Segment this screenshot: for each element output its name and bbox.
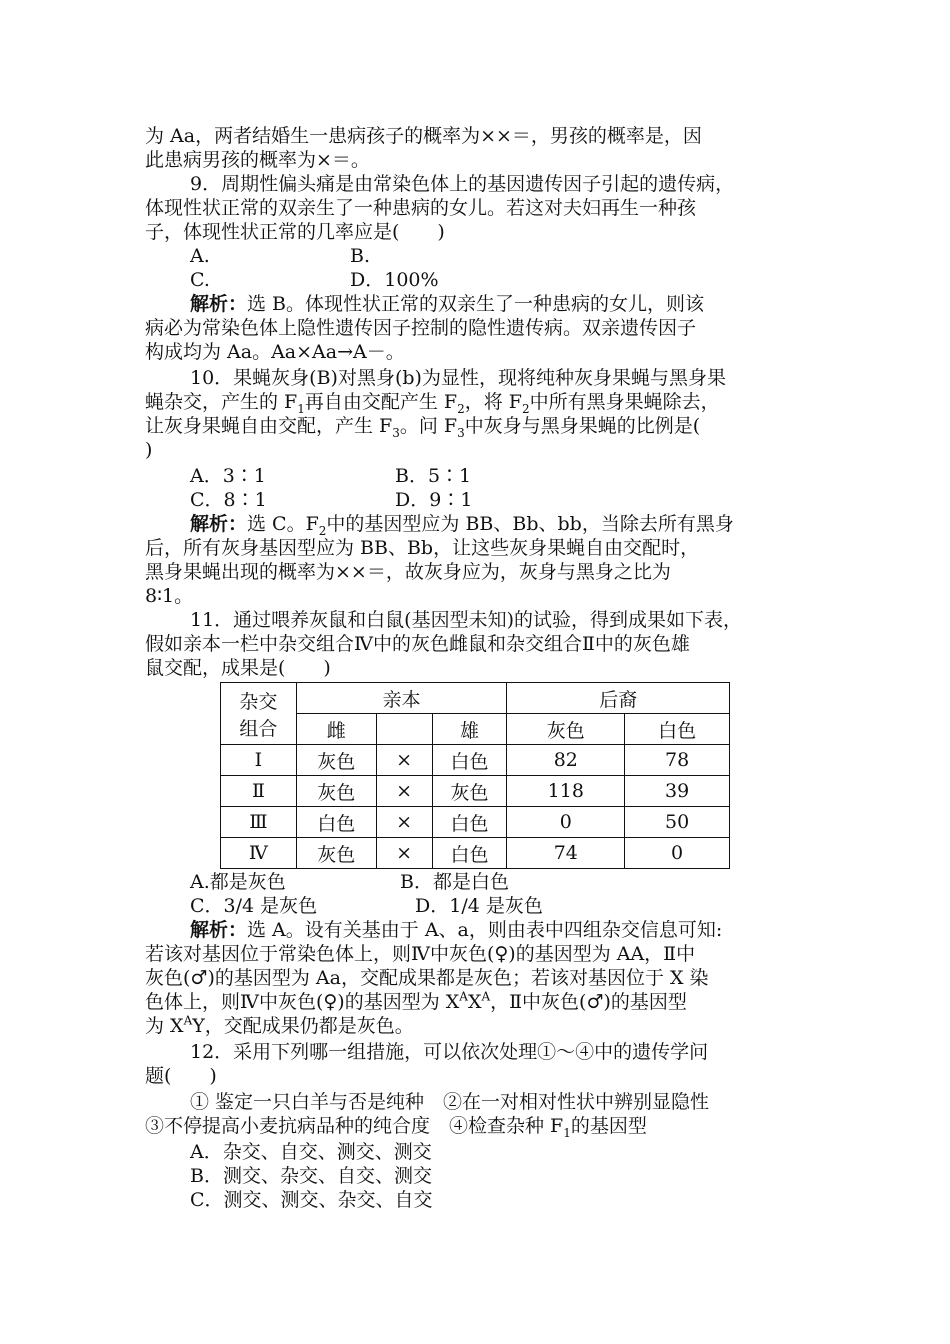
q9-option-a: A.	[190, 245, 210, 267]
q12-stem: 12．采用下列哪一组措施，可以依次处理①～④中的遗传学问	[190, 1041, 709, 1063]
header-gray: 灰色	[507, 714, 625, 745]
q9-analysis: 病必为常染色体上隐性遗传因子控制的隐性遗传病。双亲遗传因子	[145, 317, 697, 339]
q9-analysis: 构成均为 Aa。Aa×Aa→A－。	[145, 341, 405, 363]
q12-item: ① 鉴定一只白羊与否是纯种 ②在一对相对性状中辨别显隐性	[190, 1091, 710, 1113]
q10-option-b: B．5∶1	[395, 465, 472, 487]
text-line: 此患病男孩的概率为×＝。	[145, 149, 370, 171]
q12-stem: 题( )	[145, 1065, 217, 1087]
q9-option-b: B.	[350, 245, 371, 267]
header-white: 白色	[625, 714, 730, 745]
q11-analysis: 色体上，则Ⅳ中灰色(♀)的基因型为 $X^AX^A$，Ⅱ中灰色(♂)的基因型	[145, 989, 687, 1013]
q11-option-d: D．1/4 是灰色	[415, 895, 543, 917]
q12-item: ③不停提高小麦抗病品种的纯合度 ④检查杂种 $F_1$的基因型	[145, 1115, 647, 1140]
q10-analysis: 8∶1。	[145, 585, 194, 607]
analysis-label: 解析：	[190, 293, 248, 315]
header-offspring: 后裔	[507, 683, 730, 714]
q12-option-a: A．杂交、自交、测交、测交	[190, 1141, 432, 1163]
q11-stem: 11．通过喂养灰鼠和白鼠(基因型未知)的试验，得到成果如下表，	[190, 609, 743, 631]
header-parent: 亲本	[296, 683, 507, 714]
q9-analysis	[190, 292, 704, 316]
q10-analysis: 后，所有灰身基因型应为 BB、Bb，让这些灰身果蝇自由交配时，	[145, 537, 700, 559]
q10-option-a: A．3∶1	[190, 465, 266, 487]
q9-option-c: C.	[190, 269, 210, 291]
q12-option-c: C．测交、测交、杂交、自交	[190, 1189, 433, 1211]
header-male: 雄	[432, 714, 507, 745]
q10-stem: 10．果蝇灰身(B)对黑身(b)为显性，现将纯种灰身果蝇与黑身果	[190, 367, 726, 389]
q10-stem: 蝇杂交，产生的 $F_1$再自由交配产生 $F_2$，将 $F_2$中所有黑身果蝇除去，	[145, 391, 720, 416]
q11-analysis: 灰色(♂)的基因型为 Aa，交配成果都是灰色；若该对基因位于 X 染	[145, 967, 709, 989]
q10-analysis: 解析：选 C。$F_2$中的基因型应为 BB、Bb、bb，当除去所有黑身	[190, 513, 734, 538]
q11-stem: 假如亲本一栏中杂交组合Ⅳ中的灰色雌鼠和杂交组合Ⅱ中的灰色雄	[145, 633, 690, 655]
q11-option-a: A.都是灰色	[190, 871, 286, 893]
analysis-text: 选 B。体现性状正常的双亲生了一种患病的女儿，则该	[247, 293, 705, 315]
q9-stem: 9．周期性偏头痛是由常染色体上的基因遗传因子引起的遗传病，	[190, 173, 735, 195]
q10-stem: )	[145, 439, 153, 461]
analysis-label: 解析：	[190, 919, 248, 941]
q9-option-d: D．100%	[350, 269, 439, 291]
q10-analysis: 黑身果蝇出现的概率为××＝，故灰身应为，灰身与黑身之比为	[145, 561, 671, 583]
q11-analysis: 解析：选 A。设有关基由于 A、a，则由表中四组杂交信息可知:	[190, 919, 723, 941]
q12-option-b: B．测交、杂交、自交、测交	[190, 1165, 432, 1187]
analysis-label: 解析：	[190, 513, 248, 535]
header-blank	[376, 714, 432, 745]
q10-option-c: C．8∶1	[190, 489, 267, 511]
q11-analysis: 若该对基因位于常染色体上，则Ⅳ中灰色(♀)的基因型为 AA，Ⅱ中	[145, 943, 696, 965]
q11-analysis: 为 $X^AY$，交配成果仍都是灰色。	[145, 1013, 414, 1037]
table-row: Ⅳ 灰色 × 白色 74 0	[221, 838, 730, 869]
header-female: 雌	[296, 714, 376, 745]
table-row: Ⅲ 白色 × 白色 0 50	[221, 807, 730, 838]
header-combo: 杂交 组合	[221, 683, 297, 745]
table-row: Ⅰ 灰色 × 白色 82 78	[221, 745, 730, 776]
q10-option-d: D．9∶1	[395, 489, 473, 511]
q11-option-c: C．3/4 是灰色	[190, 895, 318, 917]
q9-stem: 体现性状正常的双亲生了一种患病的女儿。若这对夫妇再生一种孩	[145, 197, 697, 219]
q11-option-b: B．都是白色	[400, 871, 509, 893]
table-row: Ⅱ 灰色 × 灰色 118 39	[221, 776, 730, 807]
text-line: 为 Aa，两者结婚生一患病孩子的概率为××＝，男孩的概率是，因	[145, 125, 702, 147]
q10-stem: 让灰身果蝇自由交配，产生 $F_3$。问 $F_3$中灰身与黑身果蝇的比例是(	[145, 415, 701, 440]
q9-stem: 子，体现性状正常的几率应是( )	[145, 221, 445, 243]
q11-stem: 鼠交配，成果是( )	[145, 657, 331, 679]
results-table	[220, 682, 730, 869]
